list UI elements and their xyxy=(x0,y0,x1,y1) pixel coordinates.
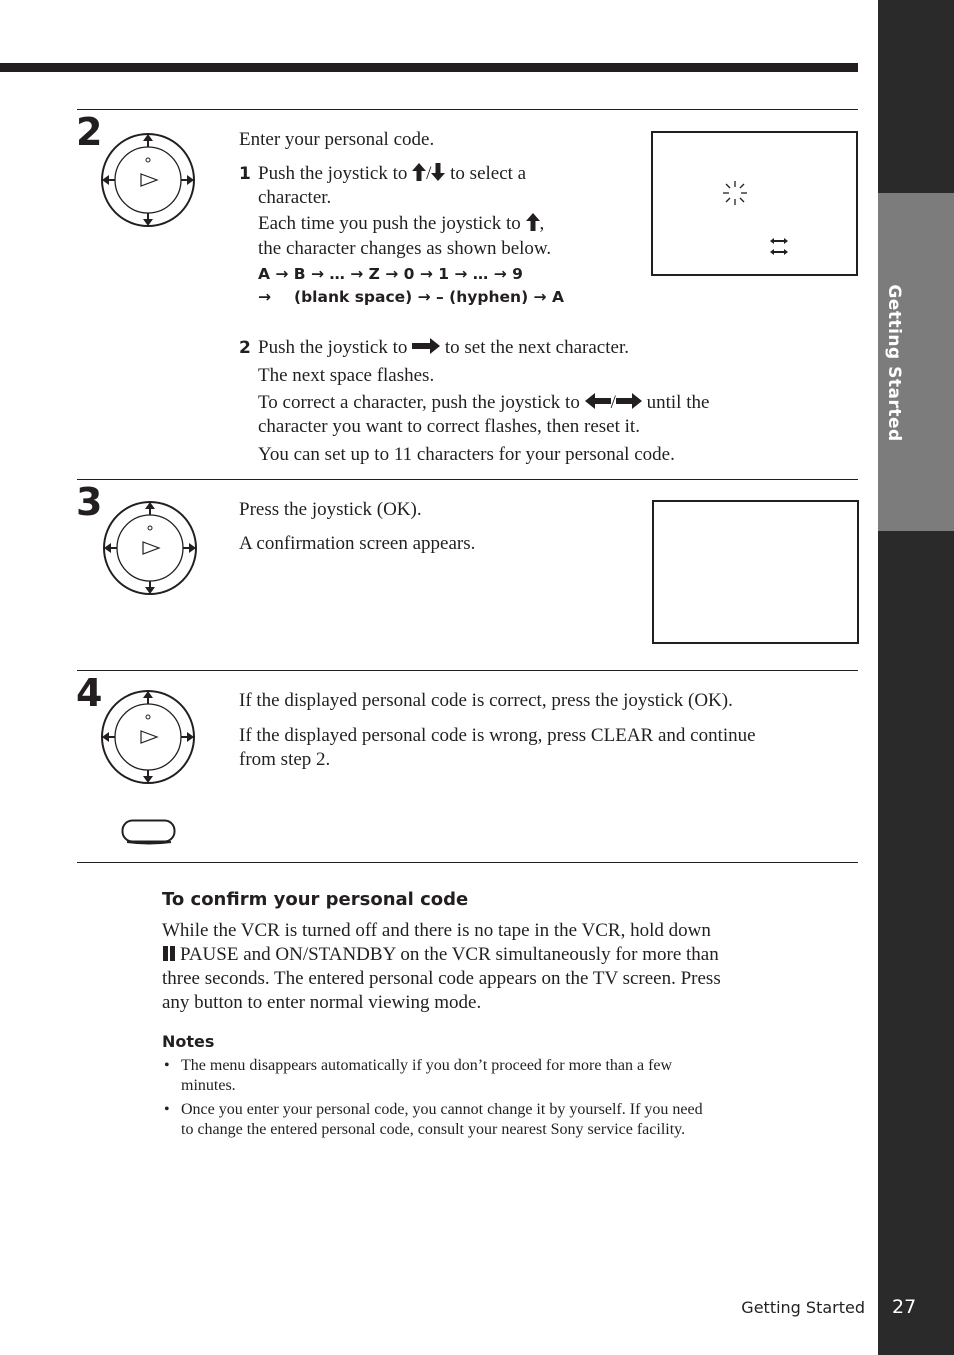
step-number: 4 xyxy=(76,671,103,715)
substep-text: Push the joystick to xyxy=(258,337,408,358)
step-line: A confirmation screen appears. xyxy=(239,533,476,554)
step-divider xyxy=(77,670,858,671)
confirm-paragraph xyxy=(162,919,852,1015)
section-tab-label xyxy=(880,193,908,531)
step-line: If the displayed personal code is wrong, press CLEAR and continue xyxy=(239,725,756,746)
top-rule-bar xyxy=(0,63,858,72)
step-number: 2 xyxy=(76,110,103,154)
pause-icon xyxy=(162,946,176,962)
step-divider xyxy=(77,109,858,110)
clear-button-icon xyxy=(121,819,177,845)
substep-line: the character changes as shown below. xyxy=(258,238,552,259)
substep-line xyxy=(258,336,629,360)
substep-text: Each time you push the joystick to xyxy=(258,213,521,234)
character-sequence: A → B → … → Z → 0 → 1 → … → 9 xyxy=(258,265,523,283)
paragraph-text: PAUSE and ON/STANDBY on the VCR simultaneously for more than xyxy=(180,944,719,965)
step-divider xyxy=(77,479,858,480)
substep-line: The next space flashes. xyxy=(258,365,435,386)
arrow-down-icon xyxy=(431,163,445,181)
note-text xyxy=(181,1056,846,1096)
note-line: to change the entered personal code, consult your nearest Sony service facility. xyxy=(181,1121,686,1138)
bullet: • xyxy=(164,1101,170,1118)
arrow-right-icon xyxy=(412,338,440,354)
bullet: • xyxy=(164,1057,170,1074)
tv-screen-illustration xyxy=(652,500,859,644)
paragraph-line: While the VCR is turned off and there is no tape in the VCR, hold down xyxy=(162,920,711,941)
navigation-arrows-icon xyxy=(770,237,788,257)
substep-line xyxy=(258,162,526,186)
tv-screen-illustration xyxy=(651,131,858,276)
notes-heading: Notes xyxy=(162,1032,215,1051)
substep-text: to set the next character. xyxy=(444,337,629,358)
note-text xyxy=(181,1100,846,1140)
substep-number: 1 xyxy=(239,164,251,184)
joystick-icon xyxy=(100,132,196,228)
arrow-right-icon xyxy=(616,393,642,409)
character-sequence-arrow: → xyxy=(258,288,271,306)
step-line: Press the joystick (OK). xyxy=(239,499,422,520)
step-divider xyxy=(77,862,858,863)
substep-line xyxy=(258,212,544,236)
paragraph-line: three seconds. The entered personal code appears on the TV screen. Press xyxy=(162,968,721,989)
step-number: 3 xyxy=(76,480,103,524)
arrow-up-icon xyxy=(526,213,540,231)
footer-section-label: Getting Started xyxy=(741,1298,865,1317)
character-sequence: (blank space) → – (hyphen) → A xyxy=(294,288,564,306)
substep-text: to select a xyxy=(450,163,527,184)
note-line: minutes. xyxy=(181,1077,236,1094)
substep-line xyxy=(258,391,709,415)
note-item xyxy=(162,1100,852,1140)
substep-text: until the xyxy=(646,392,710,413)
step-line: If the displayed personal code is correct, press the joystick (OK). xyxy=(239,690,733,711)
note-line: Once you enter your personal code, you cannot change it by yourself. If you need xyxy=(181,1101,703,1118)
paragraph-line xyxy=(162,943,852,967)
slash: / xyxy=(610,392,616,413)
step-intro: Enter your personal code. xyxy=(239,129,435,150)
slash: / xyxy=(426,163,432,184)
section-tab-text: Getting Started xyxy=(884,284,904,442)
page-number: 27 xyxy=(892,1296,917,1318)
substep-line: character you want to correct flashes, then reset it. xyxy=(258,416,640,437)
substep-text: To correct a character, push the joystick to xyxy=(258,392,580,413)
arrow-left-icon xyxy=(585,393,611,409)
substep-number: 2 xyxy=(239,338,251,358)
note-item xyxy=(162,1056,852,1096)
joystick-icon xyxy=(102,500,198,596)
section-heading: To confirm your personal code xyxy=(162,889,469,910)
arrow-up-icon xyxy=(412,163,426,181)
flashing-cursor-icon xyxy=(721,179,749,207)
substep-line: You can set up to 11 characters for your personal code. xyxy=(258,444,675,465)
paragraph-line: any button to enter normal viewing mode. xyxy=(162,992,482,1013)
substep-line: character. xyxy=(258,187,332,208)
step-line: from step 2. xyxy=(239,749,331,770)
note-line: The menu disappears automatically if you don’t proceed for more than a few xyxy=(181,1057,673,1074)
substep-text: Push the joystick to xyxy=(258,163,408,184)
joystick-icon xyxy=(100,689,196,785)
substep-text: , xyxy=(539,213,545,234)
